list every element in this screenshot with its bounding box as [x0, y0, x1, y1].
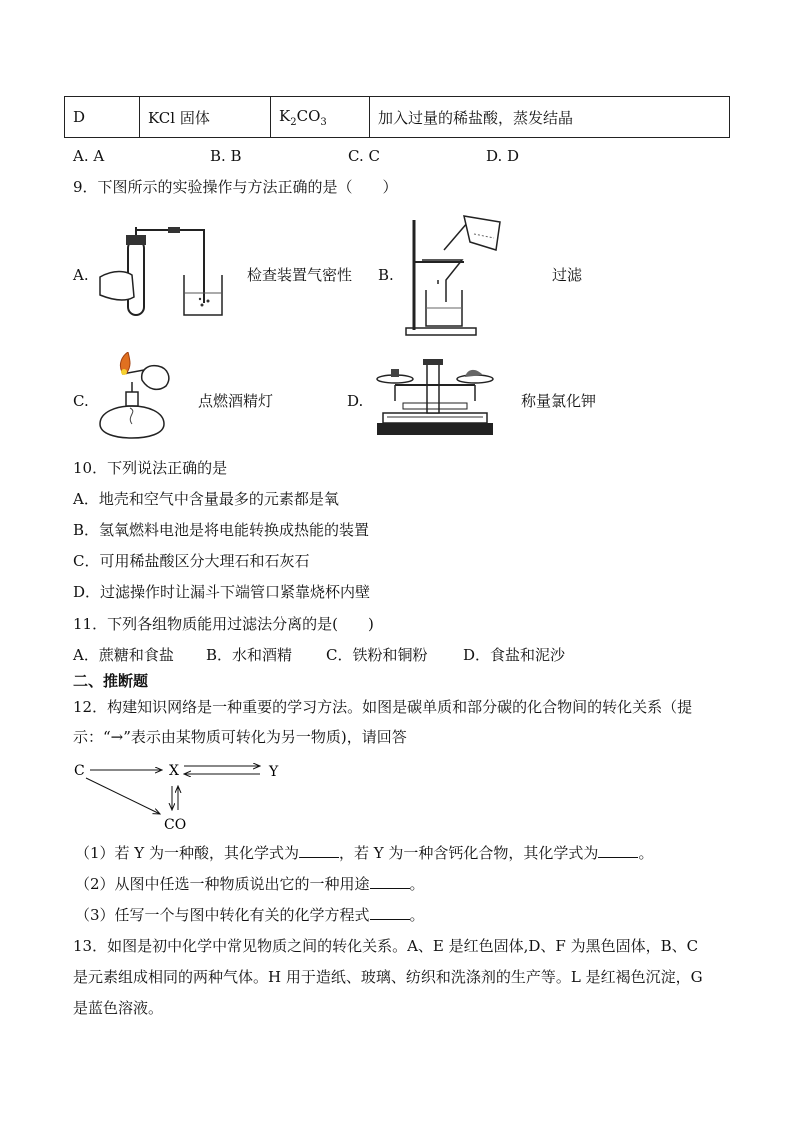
- q10-option-d: D．过滤操作时让漏斗下端管口紧靠烧杯内壁: [73, 583, 371, 601]
- q9-option-b-caption: 过滤: [552, 266, 583, 284]
- q11-option-b: B．水和酒精: [206, 646, 293, 664]
- node-c: C: [74, 763, 85, 779]
- q9-option-a-letter: A.: [73, 266, 89, 284]
- table-cell-substance: KCl 固体: [140, 97, 271, 138]
- q12-sub1-part2: ，若 Y 为一种含钙化合物，其化学式为: [338, 844, 599, 862]
- q8-option-a: A. A: [73, 147, 105, 165]
- table-cell-method: 加入过量的稀盐酸，蒸发结晶: [370, 97, 730, 138]
- q13-line1: 13．如图是初中化学中常见物质之间的转化关系。A、E 是红色固体,D、F 为黑色固体，B、C: [73, 937, 699, 955]
- node-x: X: [169, 763, 179, 779]
- q12-sub2-part2: 。: [409, 875, 425, 893]
- answer-blank[interactable]: [370, 874, 410, 889]
- q13-line3: 是蓝色溶液。: [73, 999, 164, 1017]
- balance-illustration: [373, 357, 498, 437]
- carbon-conversion-diagram: [68, 756, 288, 834]
- q12-sub1-part3: 。: [638, 844, 654, 862]
- q8-option-b: B. B: [210, 147, 242, 165]
- q9-option-a-caption: 检查装置气密性: [247, 266, 353, 284]
- q12-stem-line2: 示：“→”表示由某物质可转化为另一物质)，请回答: [73, 728, 407, 746]
- q8-option-d: D. D: [486, 147, 520, 165]
- q9-option-c-letter: C.: [73, 392, 89, 410]
- q10-option-b: B．氢氧燃料电池是将电能转换成热能的装置: [73, 521, 370, 539]
- alcohol-lamp-illustration: [92, 352, 182, 442]
- filtration-illustration: [404, 212, 509, 337]
- q12-sub3-part1: （3）任写一个与图中转化有关的化学方程式: [75, 906, 370, 924]
- q9-option-c-caption: 点燃酒精灯: [198, 392, 274, 410]
- table-row: [65, 97, 730, 138]
- airtightness-check-illustration: [96, 225, 226, 320]
- q10-option-c: C．可用稀盐酸区分大理石和石灰石: [73, 552, 310, 570]
- answer-blank[interactable]: [370, 905, 410, 920]
- answer-blank[interactable]: [299, 843, 339, 858]
- answer-blank[interactable]: [598, 843, 638, 858]
- q11-option-c: C．铁粉和铜粉: [326, 646, 428, 664]
- q11-option-a: A．蔗糖和食盐: [73, 646, 174, 664]
- q8-option-c: C. C: [348, 147, 380, 165]
- q9-option-d-letter: D.: [347, 392, 364, 410]
- answer-table: [64, 96, 730, 138]
- node-co: CO: [164, 817, 187, 833]
- table-cell-option: D: [65, 97, 140, 138]
- q12-sub1-part1: （1）若 Y 为一种酸，其化学式为: [75, 844, 299, 862]
- q10-option-a: A．地壳和空气中含量最多的元素都是氧: [73, 490, 339, 508]
- node-y: Y: [269, 764, 279, 780]
- q12-sub2-part1: （2）从图中任选一种物质说出它的一种用途: [75, 875, 370, 893]
- q12-sub1: [75, 843, 653, 863]
- q13-line2: 是元素组成相同的两种气体。H 用于造纸、玻璃、纺织和洗涤剂的生产等。L 是红褐色沉淀，G: [73, 968, 703, 986]
- arrow-c-co: [86, 778, 160, 814]
- q9-option-b-letter: B.: [378, 266, 394, 284]
- table-cell-impurity: $K_2CO_3$: [271, 97, 370, 138]
- q10-stem: 10．下列说法正确的是: [73, 459, 228, 477]
- q9-option-d-caption: 称量氯化钾: [521, 392, 597, 410]
- section-heading: 二、推断题: [73, 672, 149, 690]
- q9-stem: 9．下图所示的实验操作与方法正确的是（ ）: [73, 178, 398, 196]
- q12-sub3: [75, 905, 425, 925]
- q12-sub3-part2: 。: [409, 906, 425, 924]
- q12-stem-line1: 12．构建知识网络是一种重要的学习方法。如图是碳单质和部分碳的化合物间的转化关系（提: [73, 698, 693, 716]
- q11-stem: 11．下列各组物质能用过滤法分离的是( ): [73, 615, 374, 633]
- q12-sub2: [75, 874, 425, 894]
- q11-option-d: D．食盐和泥沙: [463, 646, 566, 664]
